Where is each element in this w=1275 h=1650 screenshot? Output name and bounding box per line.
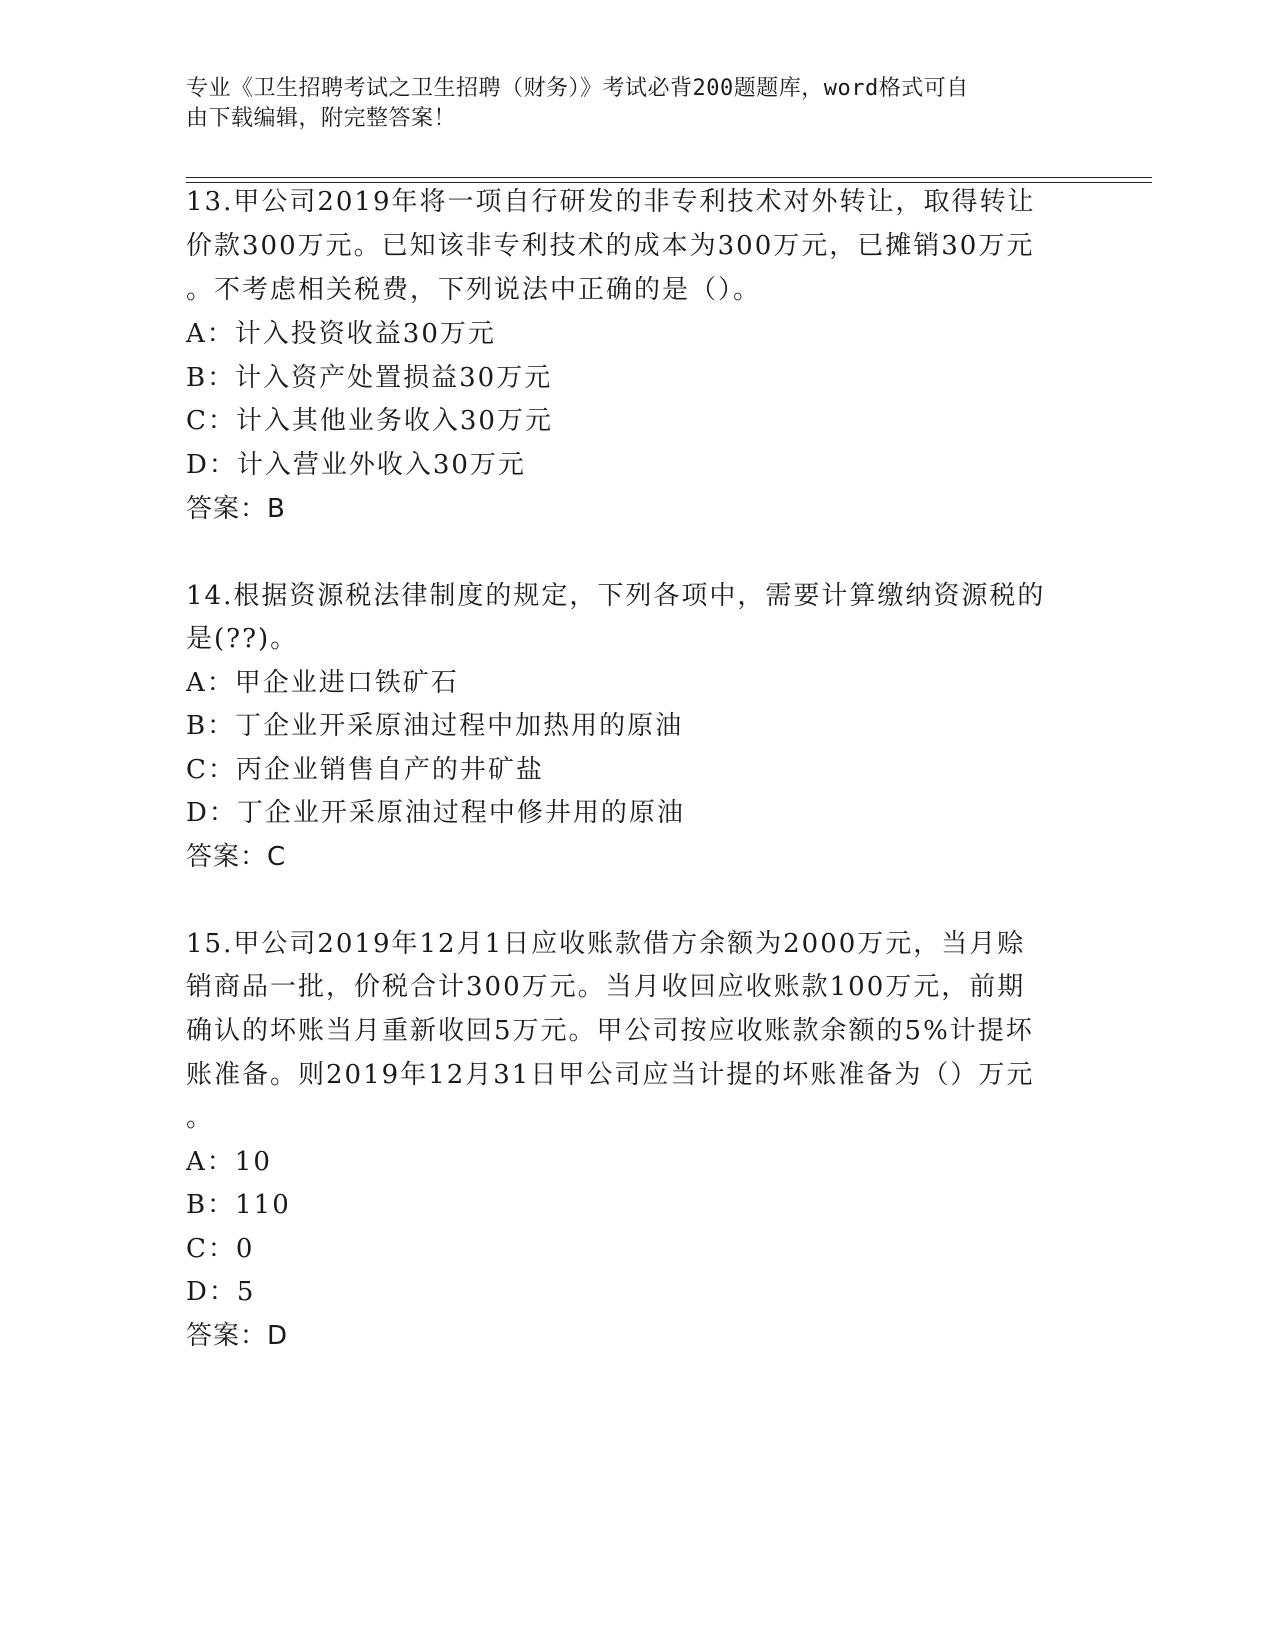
header-line-1: 专业《卫生招聘考试之卫生招聘（财务）》考试必背200题题库，word格式可自 [186,76,969,101]
answer-label: 答案：B [186,494,286,524]
header-divider-bottom [186,182,1152,183]
header-line-2: 由下载编辑，附完整答案！ [186,106,457,131]
question-stem-line: 账准备。则2019年12月31日甲公司应当计提的坏账准备为（）万元 [186,1060,1035,1090]
option-c: C：0 [186,1234,255,1264]
option-d: D：计入营业外收入30万元 [186,450,526,480]
question-stem-line: 确认的坏账当月重新收回5万元。甲公司按应收账款余额的5%计提坏 [186,1016,1034,1046]
question-stem-line: 价款300万元。已知该非专利技术的成本为300万元，已摊销30万元 [186,231,1035,261]
option-d: D：丁企业开采原油过程中修井用的原油 [186,798,685,828]
header-divider-top [186,177,1152,178]
question-stem-line: 13.甲公司2019年将一项自行研发的非专利技术对外转让，取得转让 [186,187,1036,217]
question-stem-line: 。 [186,1103,215,1133]
option-b: B：丁企业开采原油过程中加热用的原油 [186,711,684,741]
question-stem-line: 是(??)。 [186,624,299,654]
answer-label: 答案：D [186,1321,289,1351]
option-d: D：5 [186,1277,256,1307]
option-a: A：计入投资收益30万元 [186,319,496,349]
question-stem-line: 。不考虑相关税费，下列说法中正确的是（）。 [186,275,762,305]
document-header [186,74,1066,134]
option-b: B：计入资产处置损益30万元 [186,363,553,393]
answer-label: 答案：C [186,842,287,872]
question-stem-line: 15.甲公司2019年12月1日应收账款借方余额为2000万元，当月赊 [186,929,1026,959]
option-c: C：丙企业销售自产的井矿盐 [186,755,544,785]
question-stem-line: 销商品一批，价税合计300万元。当月收回应收账款100万元，前期 [186,972,1026,1002]
option-a: A：甲企业进口铁矿石 [186,668,459,698]
option-c: C：计入其他业务收入30万元 [186,406,553,436]
question-stem-line: 14.根据资源税法律制度的规定，下列各项中，需要计算缴纳资源税的 [186,581,1046,611]
option-b: B：110 [186,1190,291,1220]
option-a: A：10 [186,1147,272,1177]
